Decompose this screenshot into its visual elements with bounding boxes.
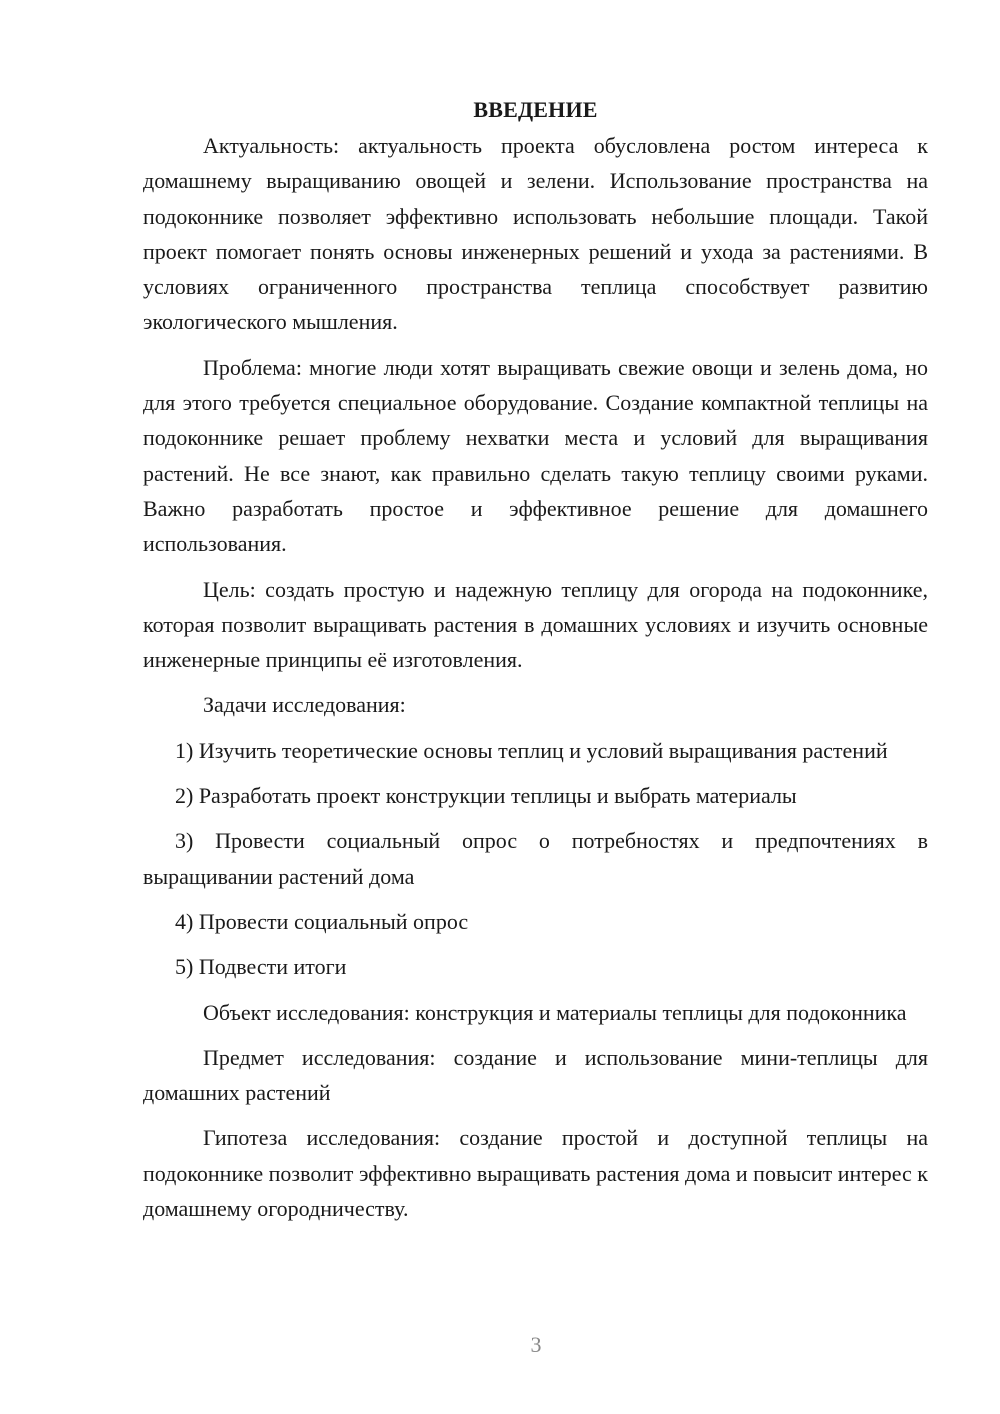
document-page — [143, 92, 928, 1236]
task-item-4: 4) Провести социальный опрос — [175, 908, 469, 934]
page-title: ВВЕДЕНИЕ — [473, 97, 598, 122]
task-item-1: 1) Изучить теоретические основы теплиц и условий выращивания растений — [175, 737, 888, 763]
goal-paragraph: Цель: создать простую и надежную теплицу для огорода на подоконнике, которая позволит выращивать растения в домашних условиях и изучить основные инженерные принципы её изготовления. — [143, 576, 928, 673]
page-number: 3 — [530, 1332, 542, 1357]
tasks-heading: Задачи исследования: — [203, 692, 406, 718]
subject-paragraph: Предмет исследования: создание и использование мини-теплицы для домашних растений — [143, 1044, 928, 1106]
hypothesis-paragraph: Гипотеза исследования: создание простой и доступной теплицы на подоконнике позволит эффективно выращивать растения дома и повысит интерес к домашнему огородничеству. — [143, 1125, 928, 1222]
task-item-3: 3) Провести социальный опрос о потребностях и предпочтениях в выращивании растений дома — [143, 828, 928, 889]
task-item-2: 2) Разработать проект конструкции теплицы и выбрать материалы — [175, 783, 797, 809]
relevance-paragraph: Актуальность: актуальность проекта обусловлена ростом интереса к домашнему выращиванию овощей и зелени. Использование пространства на подоконнике позволяет эффективно использовать небольшие площади. Такой проект помогает понять основы инженерных решений и ухода за растениями. В условиях ограниченного пространства теплица способствует развитию экологического мышления. — [143, 133, 928, 335]
task-item-5: 5) Подвести итоги — [175, 954, 347, 980]
object-paragraph: Объект исследования: конструкция и материалы теплицы для подоконника — [203, 999, 907, 1025]
problem-paragraph: Проблема: многие люди хотят выращивать свежие овощи и зелень дома, но для этого требуется специальное оборудование. Создание компактной теплицы на подоконнике решает проблему нехватки места и условий для выращивания растений. Не все знают, как правильно сделать такую теплицу своими руками. Важно разработать простое и эффективное решение для домашнего использования. — [143, 354, 928, 557]
